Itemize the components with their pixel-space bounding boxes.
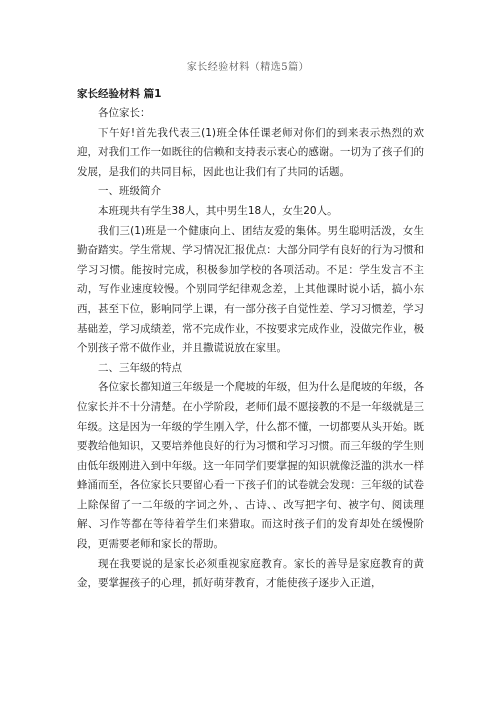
greeting-paragraph: 各位家长： xyxy=(98,107,151,119)
article-body xyxy=(77,84,424,594)
family-education-paragraph: 现在我要说的是家长必须重视家庭教育。家长的善导是家庭教育的黄金，要掌握孩子的心理，抓好萌芽教育，才能使孩子逐步入正道， xyxy=(77,557,424,590)
grade-features-paragraph: 各位家长都知道三年级是一个爬坡的年级，但为什么是爬坡的年级，各位家长并不十分清楚。在小学阶段，老师们最不愿接教的不是一年级就是三年级。这是因为一年级的学生刚入学，什么都不懂，一切都要从头开始。既要教给他知识，又要培养他良好的行为习惯和学习习惯。而三年级的学生则由低年级刚进入到中年级。这一年同学们要掌握的知识就像泛滥的洪水一样蜂涌而至，各位家长只要留心看一下孩子们的试卷就会发现：三年级的试卷上除保留了一二年级的字词之外，、古诗、、改写把字句、被字句、阅读理解、习作等都在等待着学生们来猎取。而这时孩子们的发育却处在缓慢阶段，更需要老师和家长的帮助。 xyxy=(77,381,424,551)
class-description-paragraph: 我们三(1)班是一个健康向上、团结友爱的集体。男生聪明活泼，女生勤奋踏实。学生常规、学习情况汇报优点：大部分同学有良好的行为习惯和学习习惯。能按时完成，积极参加学校的各项活动。不足：学生发言不主动，写作业速度较慢。个别同学纪律观念差，上其他课时说小话，搞小东西，甚至下位，影响同学上课，有一部分孩子自觉性差、学习习惯差，学习基础差，学习成绩差，常不完成作业，不按要求完成作业，没做完作业，极个别孩子常不做作业，并且撒谎说放在家里。 xyxy=(77,224,424,355)
document-header-title: 家长经验材料（精选5篇） xyxy=(186,62,310,73)
welcome-paragraph: 下午好!首先我代表三(1)班全体任课老师对你们的到来表示热烈的欢迎，对我们工作一如既往的信赖和支持表示衷心的感谢。一切为了孩子们的发展，是我们的共同目标，因此也让我们有了共同的话题。 xyxy=(77,126,424,178)
section-heading-class-intro: 一、班级简介 xyxy=(98,185,161,198)
section-heading-grade-features: 二、三年级的特点 xyxy=(98,361,182,374)
class-count-paragraph: 本班现共有学生38人，其中男生18人，女生20人。 xyxy=(98,204,338,217)
article-title: 家长经验材料 篇1 xyxy=(77,88,162,100)
